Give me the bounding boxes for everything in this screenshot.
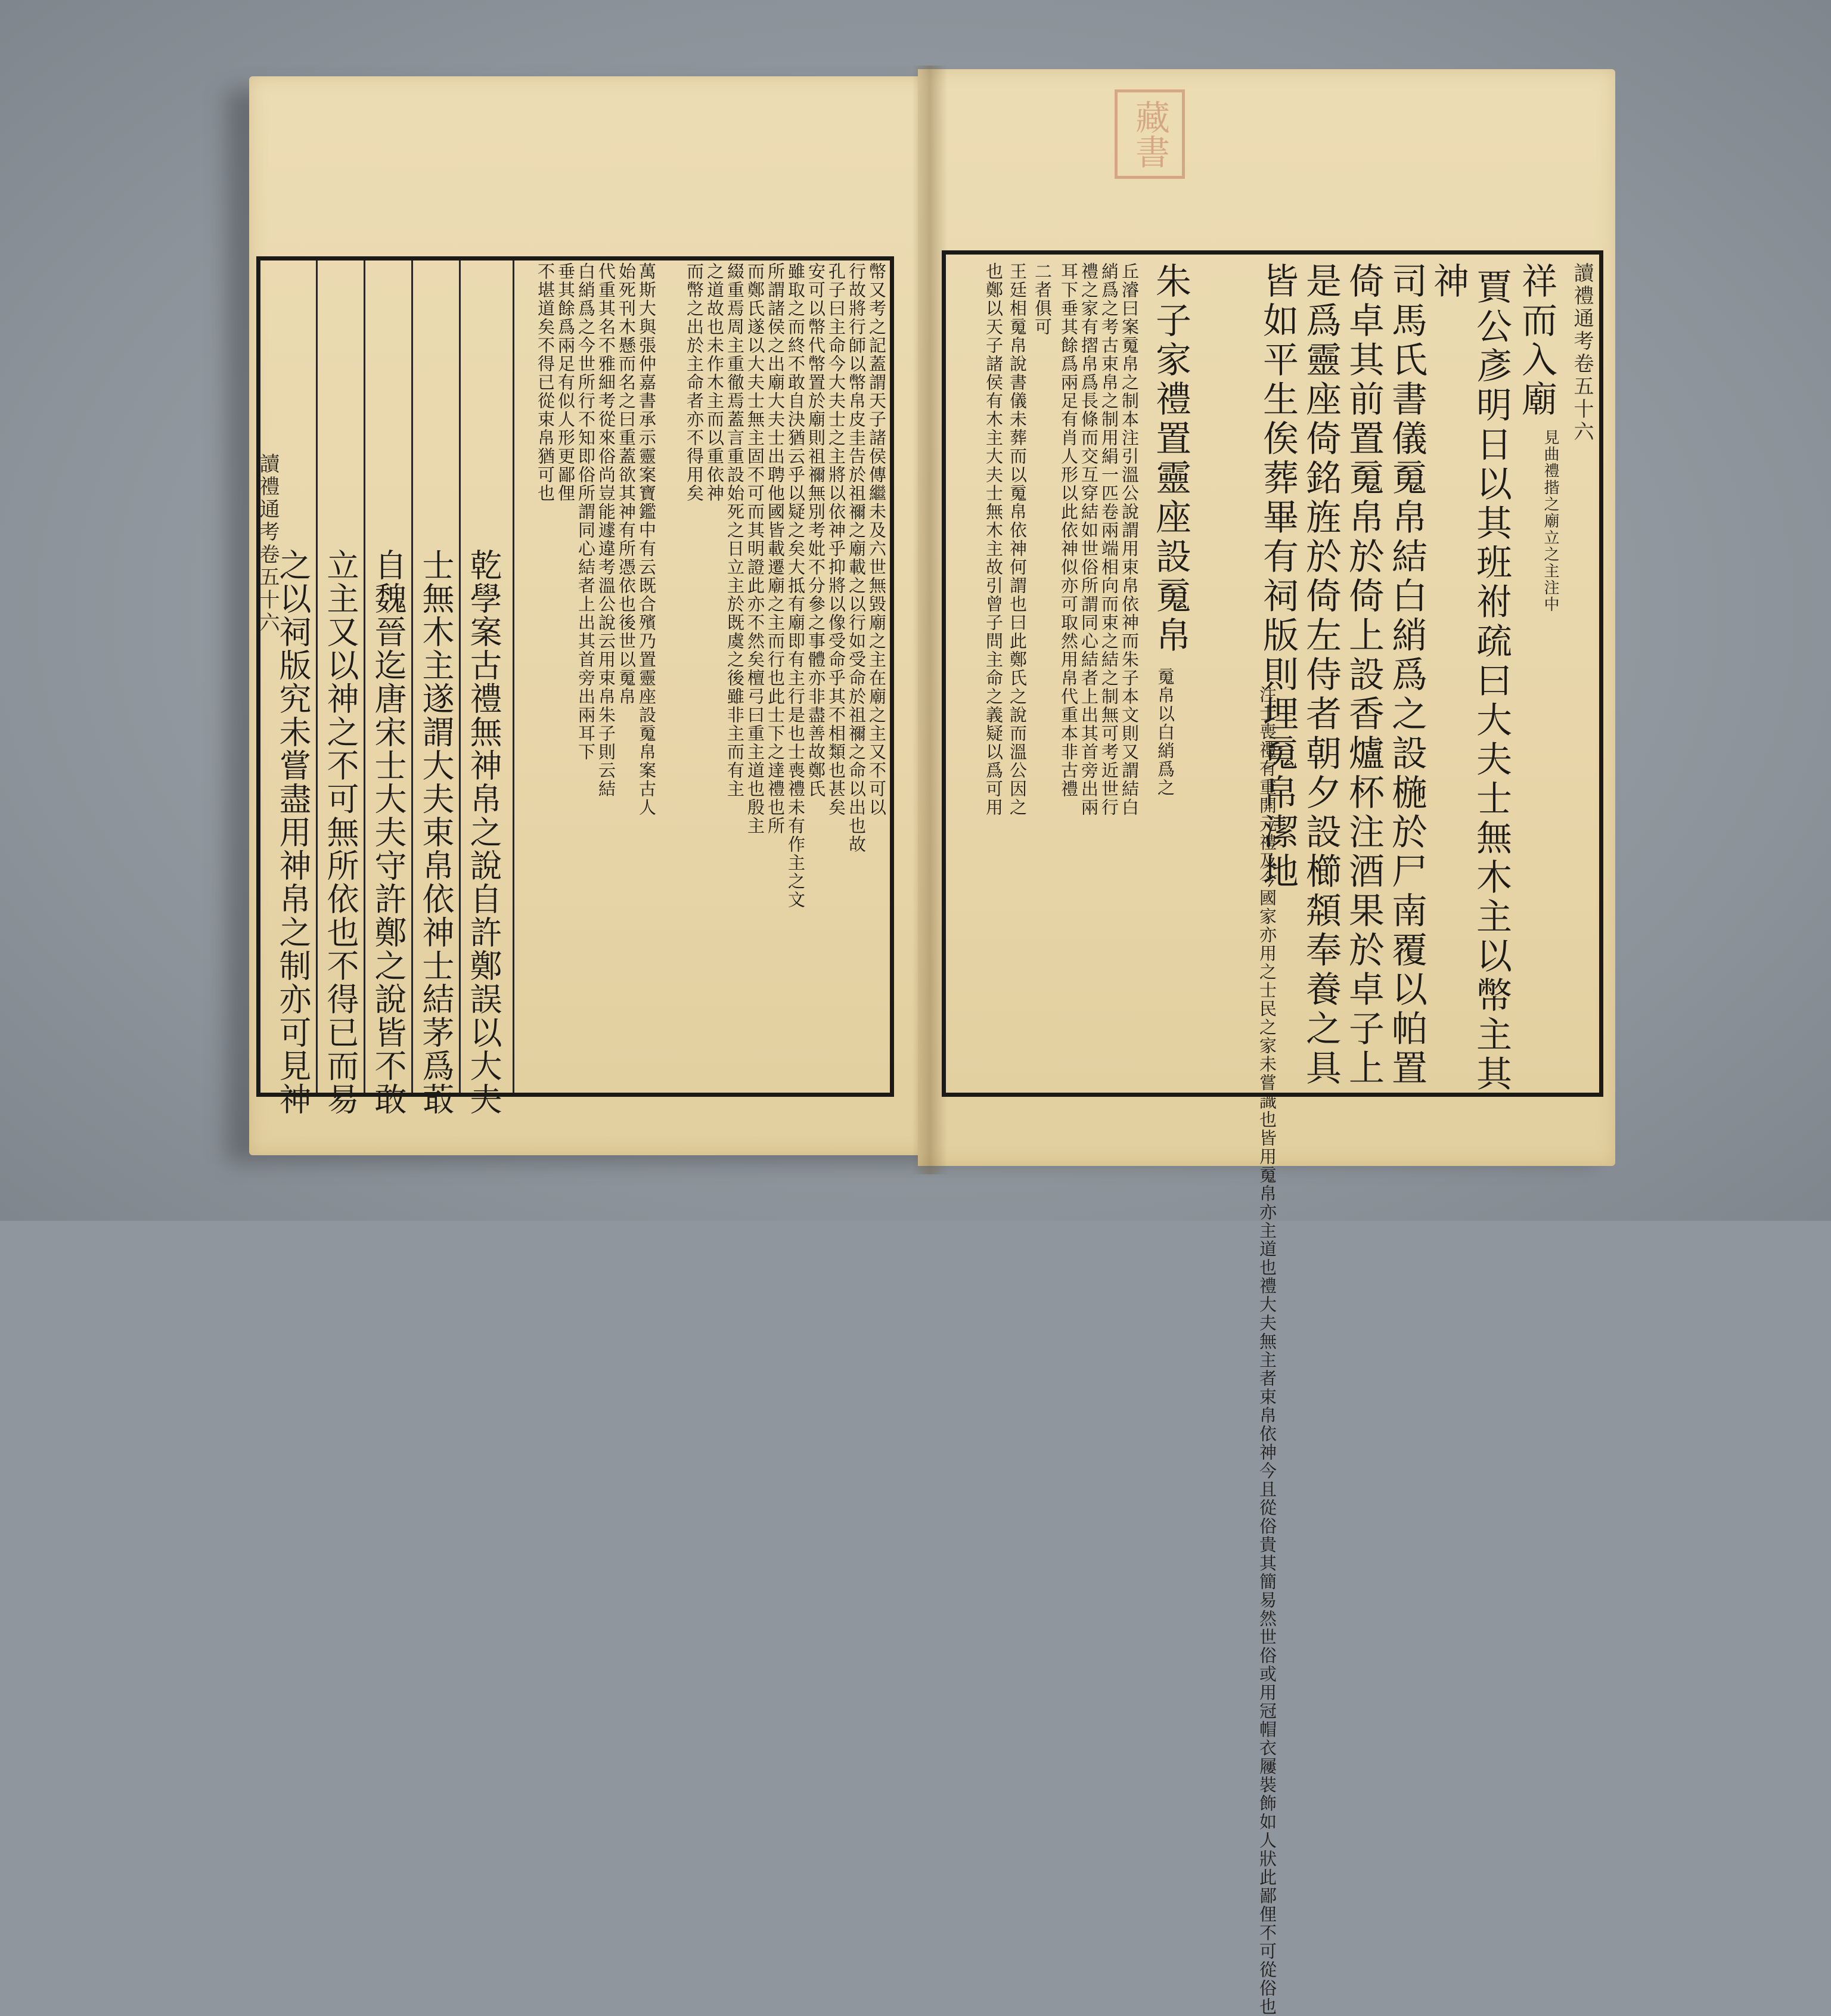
left-col-d: 立主又以神之不可無所依也不得已而易 <box>322 548 359 1116</box>
left-note-8: 綴重焉周主重徹焉蓋言重設始死之日立主於既虞之後雖非主而有主 <box>725 262 745 798</box>
left-note-7: 而鄭氏遂以大夫士無主固不可而其明證此亦不然矣檀弓曰重主道也殷主 <box>745 262 765 835</box>
left-note-5: 雖取之而終不敢自決猶云乎以疑之矣大抵有廟即有主行是也士喪禮未有作主之文 <box>786 262 806 909</box>
right-page-margin-title: 讀禮通考卷五十六 <box>1570 262 1594 443</box>
right-col-7-note: 注士喪禮有重開元禮及今國家亦用之士民之家未嘗識也皆用䰟帛亦主道也禮大夫無主者束帛依神今且從俗貴其簡易然世俗或用冠帽衣屨裝飾如人狀此鄙俚不可從俗也 <box>1257 686 1277 2016</box>
right-note-3: 禮之家有摺帛爲長條而交互穿結如世俗所謂同心結者上出其首旁出兩 <box>1079 262 1099 817</box>
right-col-5: 倚卓其前置䰟帛於倚上設香爐杯注酒果於卓子上 <box>1343 262 1385 1088</box>
left-page-margin-title: 讀禮通考卷五十六 <box>256 453 280 634</box>
left-note-1: 幣又考之記蓋謂天子諸侯傳繼未及六世無毀廟之主在廟之主又不可以 <box>867 262 887 817</box>
left-note-3: 孔子曰主命今大夫士之主將以依神乎抑將以像受命乎其不相類也甚矣 <box>826 262 846 817</box>
right-note-7: 也鄭以天子諸侯有木主大夫士無木主故引曾子問主命之義疑以爲可用 <box>983 262 1004 817</box>
left-lower-note-1: 萬斯大與張仲嘉書承示靈案寶鑑中有云既合殯乃置靈座設䰟帛案古人 <box>637 262 657 817</box>
left-note-10: 而幣之出於主命者亦不得用矣 <box>684 262 705 503</box>
left-lower-note-2: 始死刊木懸而名之曰重蓋欲其神有所憑依也後世以䰟帛 <box>616 262 637 706</box>
column-rule <box>316 260 318 1093</box>
left-col-e: 之以祠版究未嘗盡用神帛之制亦可見神 <box>274 548 312 1116</box>
seal-text: 藏書 <box>1129 100 1170 169</box>
right-note-6: 王廷相䰟帛說書儀未葬而以䰟帛依神何謂也曰此鄭氏之說而溫公因之 <box>1007 262 1028 817</box>
column-rule <box>364 260 365 1093</box>
left-lower-note-3: 代重其名不雅細考從來俗尚豈能遽違考溫公說云用束帛朱子則云結 <box>596 262 616 798</box>
right-col-7: 皆如平生俟葬畢有祠版則埋䰟帛潔地 <box>1257 262 1299 892</box>
right-col-8: 朱子家禮置靈座設䰟帛 <box>1150 262 1191 656</box>
left-note-4: 安可以幣代幣置於廟則祖禰無別考妣不分參之事體亦非盡善故鄭氏 <box>806 262 826 798</box>
right-col-1: 祥而入廟 <box>1516 262 1557 420</box>
column-rule <box>459 260 461 1093</box>
right-col-4: 司馬氏書儀䰟帛結白綃爲之設椸於尸南覆以帕置 <box>1386 262 1427 1088</box>
right-note-1: 丘濬曰案䰟帛之制本注引溫公說謂用束帛依神而朱子本文則又謂結白 <box>1119 262 1140 817</box>
right-note-4: 耳下垂其餘爲兩足有肖人形以此依神似亦可取然用帛代重本非古禮 <box>1059 262 1079 798</box>
left-lower-note-6: 不堪道矣不得已從束帛猶可也 <box>535 262 555 503</box>
right-col-8-note: 䰟帛以白綃爲之 <box>1155 668 1175 797</box>
right-col-2: 賈公彥明日以其班祔疏曰大夫士無木主以幣主其 <box>1470 268 1512 1094</box>
left-note-2: 行故將行師以幣帛皮圭告於祖禰之廟載之以行如受命於祖禰之命以出也故 <box>846 262 867 854</box>
left-col-a: 乾學案古禮無神帛之說自許鄭誤以大夫 <box>465 548 502 1116</box>
right-note-2: 綃爲之考古束帛之制用絹一匹卷兩端相向而束之結之制無可考近世行 <box>1099 262 1119 817</box>
column-rule <box>411 260 413 1093</box>
left-col-c: 自魏晉迄唐宋士大夫守許鄭之說皆不敢 <box>370 548 407 1116</box>
left-note-9: 之道故也未作木主而以重依神 <box>705 262 725 503</box>
left-note-6: 所謂諸侯之出廟大夫士出聘他國皆載遷廟之主而行也此士下之達禮也所 <box>765 262 786 835</box>
right-col-6: 是爲靈座倚銘旌於倚左侍者朝夕設櫛頮奉養之具 <box>1300 262 1342 1088</box>
column-rule <box>513 260 514 1093</box>
right-note-5: 二者俱可 <box>1032 262 1053 336</box>
right-col-3: 神 <box>1427 262 1469 302</box>
left-lower-note-5: 垂其餘爲兩足有似人形更鄙俚 <box>555 262 576 503</box>
red-seal-stamp <box>1115 89 1185 179</box>
left-lower-note-4: 白綃爲之今世所行不知即俗所謂同心結者上出其首旁出兩耳下 <box>576 262 596 761</box>
right-col-1-note: 見曲禮揩之廟立之主注中 <box>1541 429 1559 613</box>
left-col-b: 士無木主遂謂大夫束帛依神士結茅爲菆 <box>417 548 455 1116</box>
